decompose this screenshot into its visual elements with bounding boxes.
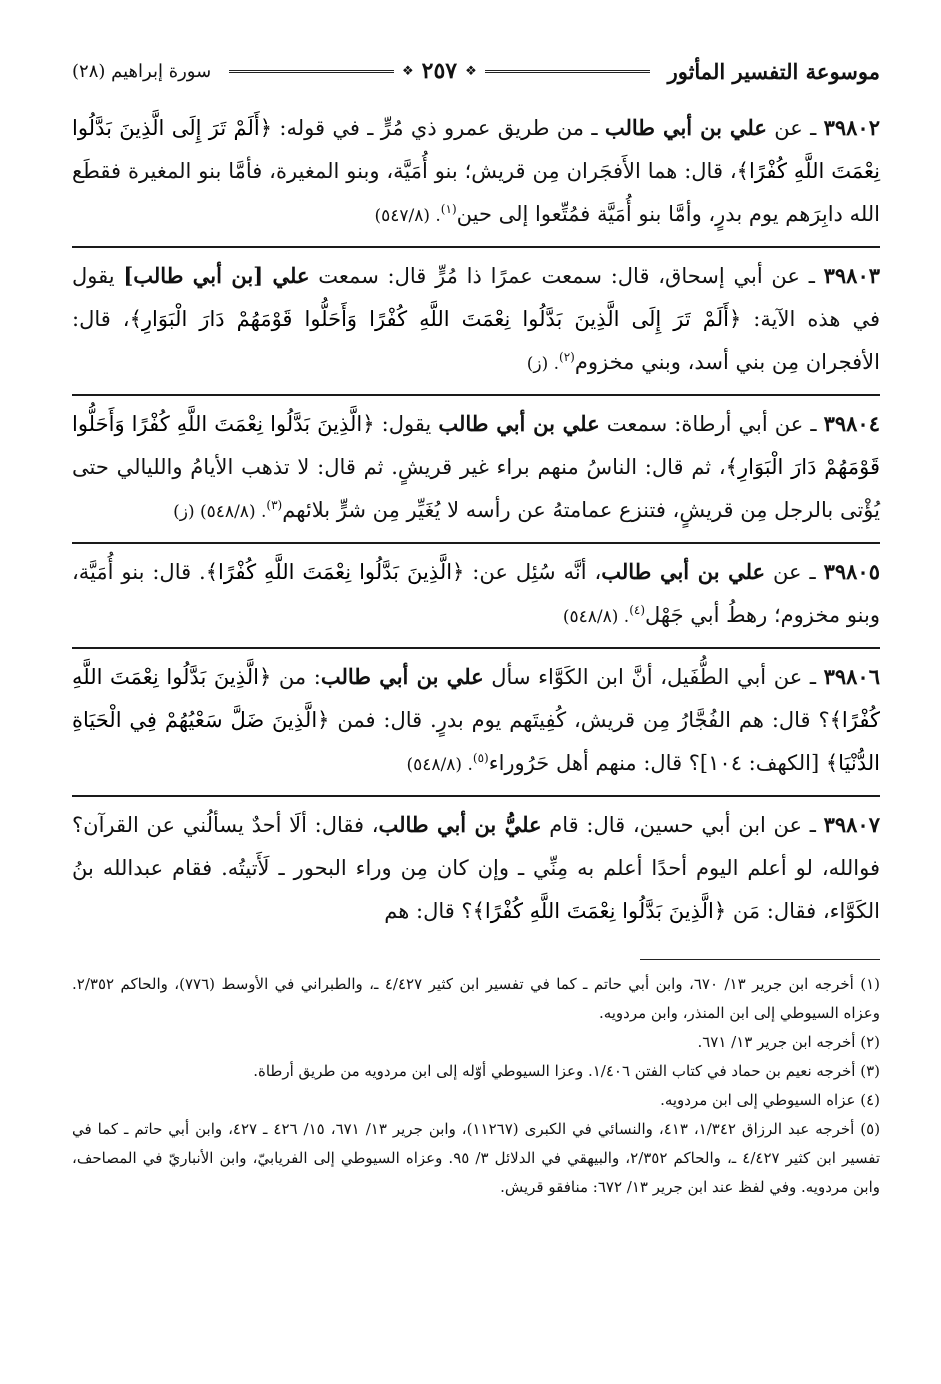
entry-number: ٣٩٨٠٥	[823, 559, 880, 584]
footnote: (٥) أخرجه عبد الرزاق ١/٣٤٢، ٤١٣، والنسائي في الكبرى (١١٢٦٧)، وابن جرير ١٣/ ٦٧١، ١٥/ ٤٢٦ ـ ٤٢٧، وابن أبي حاتم ـ كما في تفسير ابن كثير ٤/٤٢٧ ـ، والحاكم ٢/٣٥٢، والبيهقي في الدلائل ٣/ ٩٥. وعزاه السيوطي إلى الفريابيّ، وابن الأنباريّ في المصاحف، وابن مردويه. وفي لفظ عند ابن جرير ١٣/ ٦٧٢: منافقو قريش.	[72, 1120, 881, 1196]
footnotes	[72, 970, 880, 1202]
entry-text: ـ عن أبي إسحاق، قال: سمعت عمرًا ذا مُرٍّ قال: سمعت	[309, 264, 824, 288]
footnote-marker: (٢)	[559, 350, 575, 364]
quran-verse: ﴿الَّذِينَ بَدَّلُوا نِعْمَتَ اللَّهِ كُفْرًا﴾	[472, 899, 727, 923]
entry	[72, 402, 880, 544]
entry-number: ٣٩٨٠٧	[823, 812, 880, 837]
footnote-marker: (٣)	[266, 498, 283, 512]
entry-text: ـ عن	[765, 560, 824, 584]
source-reference: . (ز)	[526, 354, 560, 374]
source-reference: . (٥٤٧/٨)	[374, 206, 441, 226]
entry	[72, 550, 880, 649]
entry-text: [الكهف: ١٠٤]؟ قال: منهم أهل حَرُوراء	[488, 751, 826, 775]
footnote: (١) أخرجه ابن جرير ١٣/ ٦٧٠، وابن أبي حاتم ـ كما في تفسير ابن كثير ٤/٤٢٧ ـ، والطبراني في الأوسط (٧٧٦)، والحاكم ٢/٣٥٢. وعزاه السيوطي إلى ابن المنذر، وابن مردويه.	[72, 975, 881, 1022]
entry-text: ـ عن	[766, 116, 824, 140]
source-reference: . (٥٤٨/٨)	[406, 755, 473, 775]
entry-text: ؟ قال: هم الفُجَّارُ مِن قريش، كُفِيتَهم يوم بدرٍ. قال: فمن	[329, 708, 830, 732]
footnote-marker: (٥)	[472, 751, 489, 765]
entry-text: : من	[271, 665, 321, 689]
book-title: موسوعة التفسير المأثور	[667, 58, 880, 84]
entries	[72, 106, 880, 941]
entry-text: ، ثم قال: الناسُ منهم براء غير قريشٍ. ثم قال: لا تذهب الأيامُ والليالي حتى يُؤْتى بالرجل مِن قريشٍ، فتنزع عمامتهُ عن رأسه لا يُغَيِّر مِن شرٍّ بلائهم	[72, 455, 880, 522]
entry-text: ـ عن أبي الطُّفَيل، أنَّ ابن الكَوَّاء سأل	[483, 665, 824, 689]
entry-text: ـ من طريق عمرو ذي مُرٍّ ـ في قوله:	[272, 116, 605, 140]
entry-number: ٣٩٨٠٤	[823, 411, 880, 436]
page-number: ٢٥٧	[421, 58, 458, 84]
entry	[72, 803, 880, 941]
entry-text: يقول في هذه الآية:	[72, 264, 880, 331]
footnote-marker: (٤)	[629, 603, 646, 617]
page	[72, 48, 880, 1202]
entry-text: ـ عن ابن أبي حسين، قال: قام	[541, 813, 824, 837]
entry	[72, 655, 880, 797]
entry-text: ـ عن أبي أرطاة: سمعت	[599, 412, 824, 436]
ornament-icon: ❖	[402, 63, 414, 79]
source-reference: . (٥٤٨/٨)	[562, 607, 630, 627]
header-rule	[485, 70, 650, 73]
quran-verse: ﴿أَلَمْ تَرَ إِلَى الَّذِينَ بَدَّلُوا نِعْمَتَ اللَّهِ كُفْرًا﴾	[72, 116, 880, 183]
quran-verse: ﴿الَّذِينَ بَدَّلُوا نِعْمَتَ اللَّهِ كُفْرًا﴾	[205, 560, 465, 584]
footnote: (٣) أخرجه نعيم بن حماد في كتاب الفتن ١/٤٠٦. وعزا السيوطي أوّله إلى ابن مردويه من طريق أرطاة.	[253, 1062, 880, 1080]
entry	[72, 254, 880, 396]
page-number-band	[229, 58, 649, 84]
narrator-name: علي [بن أبي طالب]	[123, 263, 310, 288]
header-rule	[229, 70, 394, 73]
source-reference: . (٥٤٨/٨) (ز)	[173, 502, 267, 522]
entry-text: يقول:	[374, 412, 439, 436]
surah-title: سورة إبراهيم (٢٨)	[72, 60, 212, 82]
footnote-separator	[640, 959, 880, 960]
quran-verse: ﴿أَلَمْ تَرَ إِلَى الَّذِينَ بَدَّلُوا نِعْمَتَ اللَّهِ كُفْرًا وَأَحَلُّوا قَوْمَهُمْ دَارَ الْبَوَارِ﴾	[129, 307, 742, 331]
narrator-name: علي بن أبي طالب	[601, 559, 766, 584]
entry-text: ؟ قال: هم	[384, 899, 473, 923]
entry-text: . قال: بنو أُمَيَّة، وبنو مخزوم؛ رهطُ أبي جَهْل	[72, 560, 880, 627]
quran-verse: ﴿الَّذِينَ بَدَّلُوا نِعْمَتَ اللَّهِ كُفْرًا﴾	[72, 665, 880, 732]
quran-verse: ﴿الَّذِينَ بَدَّلُوا نِعْمَتَ اللَّهِ كُفْرًا وَأَحَلُّوا قَوْمَهُمْ دَارَ الْبَوَارِ﴾	[72, 412, 880, 479]
quran-verse: ﴿الَّذِينَ ضَلَّ سَعْيُهُمْ فِي الْحَيَاةِ الدُّنْيَا﴾	[72, 708, 880, 775]
entry-text: ، أنَّه سُئِل عن:	[464, 560, 602, 584]
footnote: (٢) أخرجه ابن جرير ١٣/ ٦٧١.	[697, 1033, 880, 1051]
narrator-name: علي بن أبي طالب	[604, 115, 767, 140]
entry-number: ٣٩٨٠٣	[823, 263, 881, 288]
ornament-icon: ❖	[465, 63, 477, 79]
entry-text: ، قال: هما الأَفجَران مِن قريش؛ بنو أُمَيَّة، وبنو المغيرة، فأمَّا بنو المغيرة فقطَع الله دابِرَهم يوم بدرٍ، وأمَّا بنو أُمَيَّة فمُتِّعوا إلى حين	[72, 159, 880, 226]
entry-text: ، قال: الأفجران مِن بني أسد، وبني مخزوم	[72, 307, 880, 374]
running-header	[72, 48, 880, 94]
narrator-name: علي بن أبي طالب	[320, 664, 484, 689]
footnote-marker: (١)	[440, 202, 457, 216]
narrator-name: علي بن أبي طالب	[438, 411, 600, 436]
entry-text: ، فقال: ألَا أحدٌ يسألُني عن القرآن؟ فوالله، لو أعلم اليوم أحدًا أعلم به مِنِّي ـ وإن كان مِن وراء البحور ـ لَأَتيتُه. فقام عبدالله بنُ الكَوَّاء، فقال: مَن	[72, 813, 880, 923]
footnote: (٤) عزاه السيوطي إلى ابن مردويه.	[660, 1091, 880, 1109]
narrator-name: عليُّ بن أبي طالب	[378, 812, 542, 837]
entry	[72, 106, 880, 248]
entry-number: ٣٩٨٠٢	[823, 115, 880, 140]
entry-number: ٣٩٨٠٦	[823, 664, 880, 689]
